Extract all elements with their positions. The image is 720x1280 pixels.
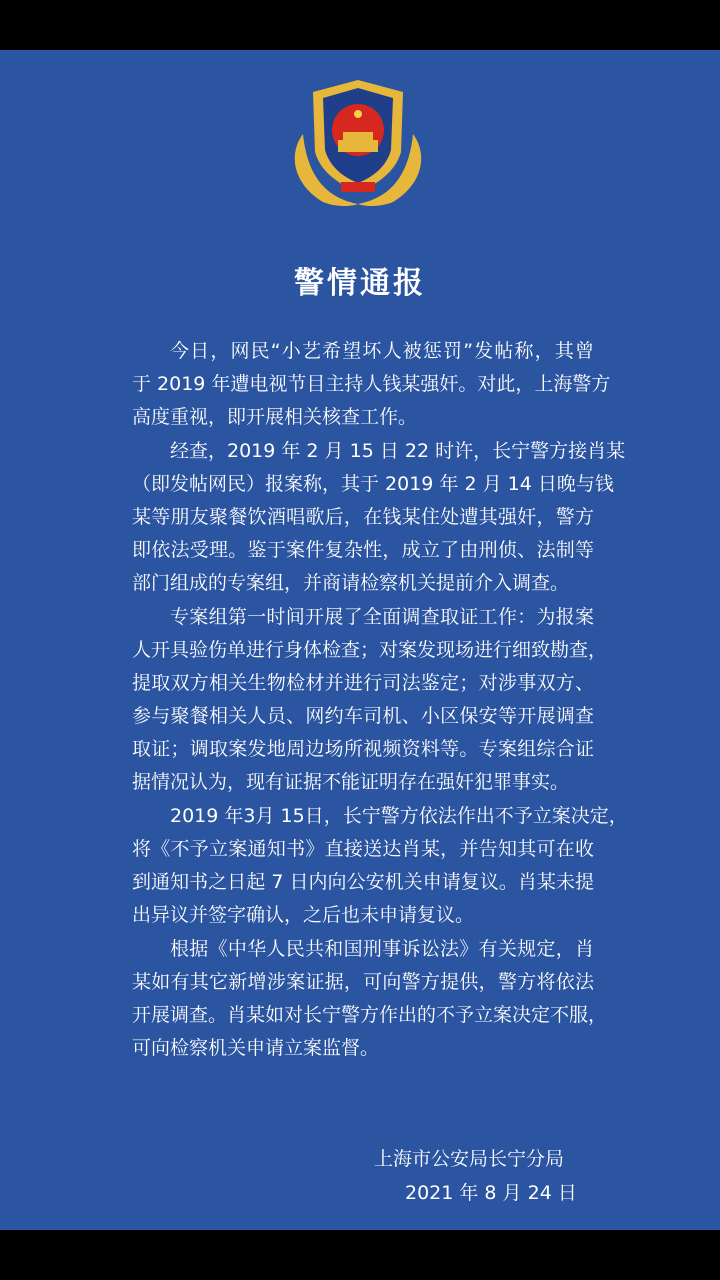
paragraph-line: 于 2019 年遭电视节目主持人钱某强奸。对此，上海警方 <box>132 373 611 395</box>
issue-date: 2021 年 8 月 24 日 <box>405 1182 577 1204</box>
paragraph-line: 将《不予立案通知书》直接送达肖某，并告知其可在收 <box>132 838 594 860</box>
paragraph-line: 提取双方相关生物检材并进行司法鉴定；对涉事双方、 <box>132 672 594 694</box>
paragraph-line: 据情况认为，现有证据不能证明存在强奸犯罪事实。 <box>132 771 570 793</box>
paragraph <box>132 601 608 799</box>
paragraph-line: 专案组第一时间开展了全面调查取证工作：为报案 <box>170 606 594 628</box>
paragraph-line: 即依法受理。鉴于案件复杂性，成立了由刑侦、法制等 <box>132 539 594 561</box>
paragraph-line: 开展调查。肖某如对长宁警方作出的不予立案决定不服， <box>132 1004 608 1026</box>
paragraph-line: （即发帖网民）报案称，其于 2019 年 2 月 14 日晚与钱 <box>132 473 614 495</box>
page-title: 警情通报 <box>294 266 426 301</box>
paragraph-line: 高度重视，即开展相关核查工作。 <box>132 406 418 428</box>
issuer-name: 上海市公安局长宁分局 <box>374 1148 565 1170</box>
paragraph-line: 取证；调取案发地周边场所视频资料等。专案组综合证 <box>132 738 594 760</box>
notice-body <box>132 335 628 1066</box>
paragraph-line: 今日，网民“小艺希望坏人被惩罚”发帖称，其曾 <box>170 340 594 362</box>
paragraph-line: 可向检察机关申请立案监督。 <box>132 1037 380 1059</box>
paragraph-line: 到通知书之日起 7 日内向公安机关申请复议。肖某未提 <box>132 871 594 893</box>
paragraph <box>132 335 611 434</box>
paragraph <box>132 933 608 1065</box>
paragraph-line: 参与聚餐相关人员、网约车司机、小区保安等开展调查 <box>132 705 594 727</box>
notice-panel <box>0 50 720 1230</box>
paragraph-line: 部门组成的专案组，并商请检察机关提前介入调查。 <box>132 572 570 594</box>
paragraph-line: 经查，2019 年 2 月 15 日 22 时许，长宁警方接肖某 <box>170 440 626 462</box>
paragraph-line: 2019 年3月 15日，长宁警方依法作出不予立案决定， <box>170 805 628 827</box>
paragraph-line: 某如有其它新增涉案证据，可向警方提供，警方将依法 <box>132 971 594 993</box>
police-emblem-icon <box>283 74 433 210</box>
paragraph <box>132 800 628 932</box>
paragraph-line: 人开具验伤单进行身体检查；对案发现场进行细致勘查， <box>132 639 608 661</box>
paragraph-line: 某等朋友聚餐饮酒唱歌后，在钱某住处遭其强奸，警方 <box>132 506 594 528</box>
paragraph-line: 出异议并签字确认，之后也未申请复议。 <box>132 904 475 926</box>
paragraph-line: 根据《中华人民共和国刑事诉讼法》有关规定，肖 <box>170 938 594 960</box>
paragraph <box>132 435 626 600</box>
